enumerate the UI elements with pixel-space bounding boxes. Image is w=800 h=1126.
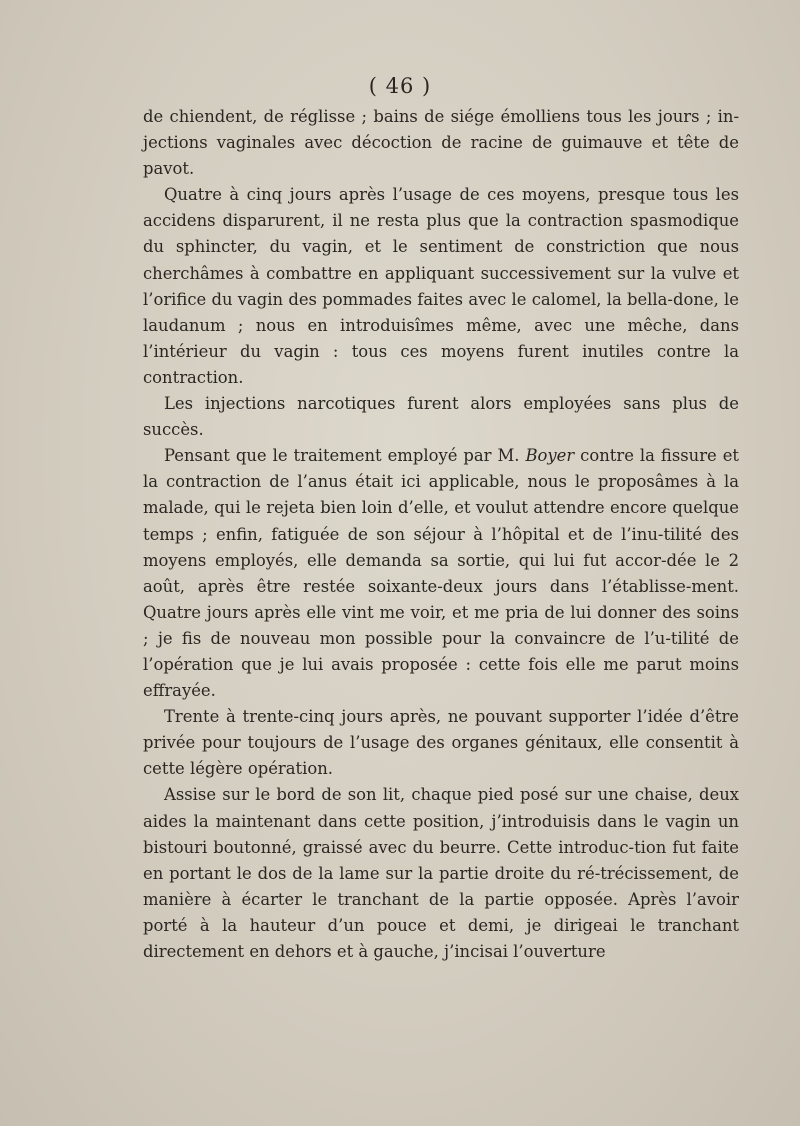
page-number: ( 46 ) xyxy=(368,74,432,98)
paragraph-3: Les injections narcotiques furent alors employées sans plus de succès. xyxy=(143,394,739,440)
body-text xyxy=(143,104,739,965)
paragraph-4-before: Pensant que le traitement employé par M. xyxy=(164,446,526,466)
paragraph-4 xyxy=(143,443,739,704)
surgeon-name: Boyer xyxy=(525,446,575,466)
paragraph-4-after: contre la fissure et la contraction de l’anus était ici applicable, nous le proposâmes à la malade, qui le rejeta bien loin d’elle, et voulut attendre encore quelque temps ; enfin, fatiguée de son séjour à l’hôpital et de l’inu-tilité des moyens employés, elle demanda sa sortie, qui lui fut accor-dée le 2 août, après être restée soixante-deux jours dans l’établisse-ment. Quatre jours après elle vint me voir, et me pria de lui donner des soins ; je fis de nouveau mon possible pour la convaincre de l’u-tilité de l’opération que je lui avais proposée : cette fois elle me parut moins effrayée. xyxy=(143,446,739,701)
paragraph-1: de chiendent, de réglisse ; bains de siége émolliens tous les jours ; in-jections vaginales avec décoction de racine de guimauve et tête de pavot. xyxy=(143,107,739,179)
paragraph-2: Quatre à cinq jours après l’usage de ces moyens, presque tous les accidens disparurent, il ne resta plus que la contraction spasmodique du sphincter, du vagin, et le sentiment de constriction que nous cherchâmes à combattre en appliquant successivement sur la vulve et l’orifice du vagin des pommades faites avec le calomel, la bella-done, le laudanum ; nous en introduisîmes même, avec une mêche, dans l’intérieur du vagin : tous ces moyens furent inutiles contre la contraction. xyxy=(143,185,739,387)
paragraph-5: Trente à trente-cinq jours après, ne pouvant supporter l’idée d’être privée pour toujours de l’usage des organes génitaux, elle consentit à cette légère opération. xyxy=(143,707,739,779)
paragraph-6: Assise sur le bord de son lit, chaque pied posé sur une chaise, deux aides la maintenant dans cette position, j’introduisis dans le vagin un bistouri boutonné, graissé avec du beurre. Cette introduc-tion fut faite en portant le dos de la lame sur la partie droite du ré-trécissement, de manière à écarter le tranchant de la partie opposée. Après l’avoir porté à la hauteur d’un pouce et demi, je dirigeai le tranchant directement en dehors et à gauche, j’incisai l’ouverture xyxy=(143,785,739,961)
